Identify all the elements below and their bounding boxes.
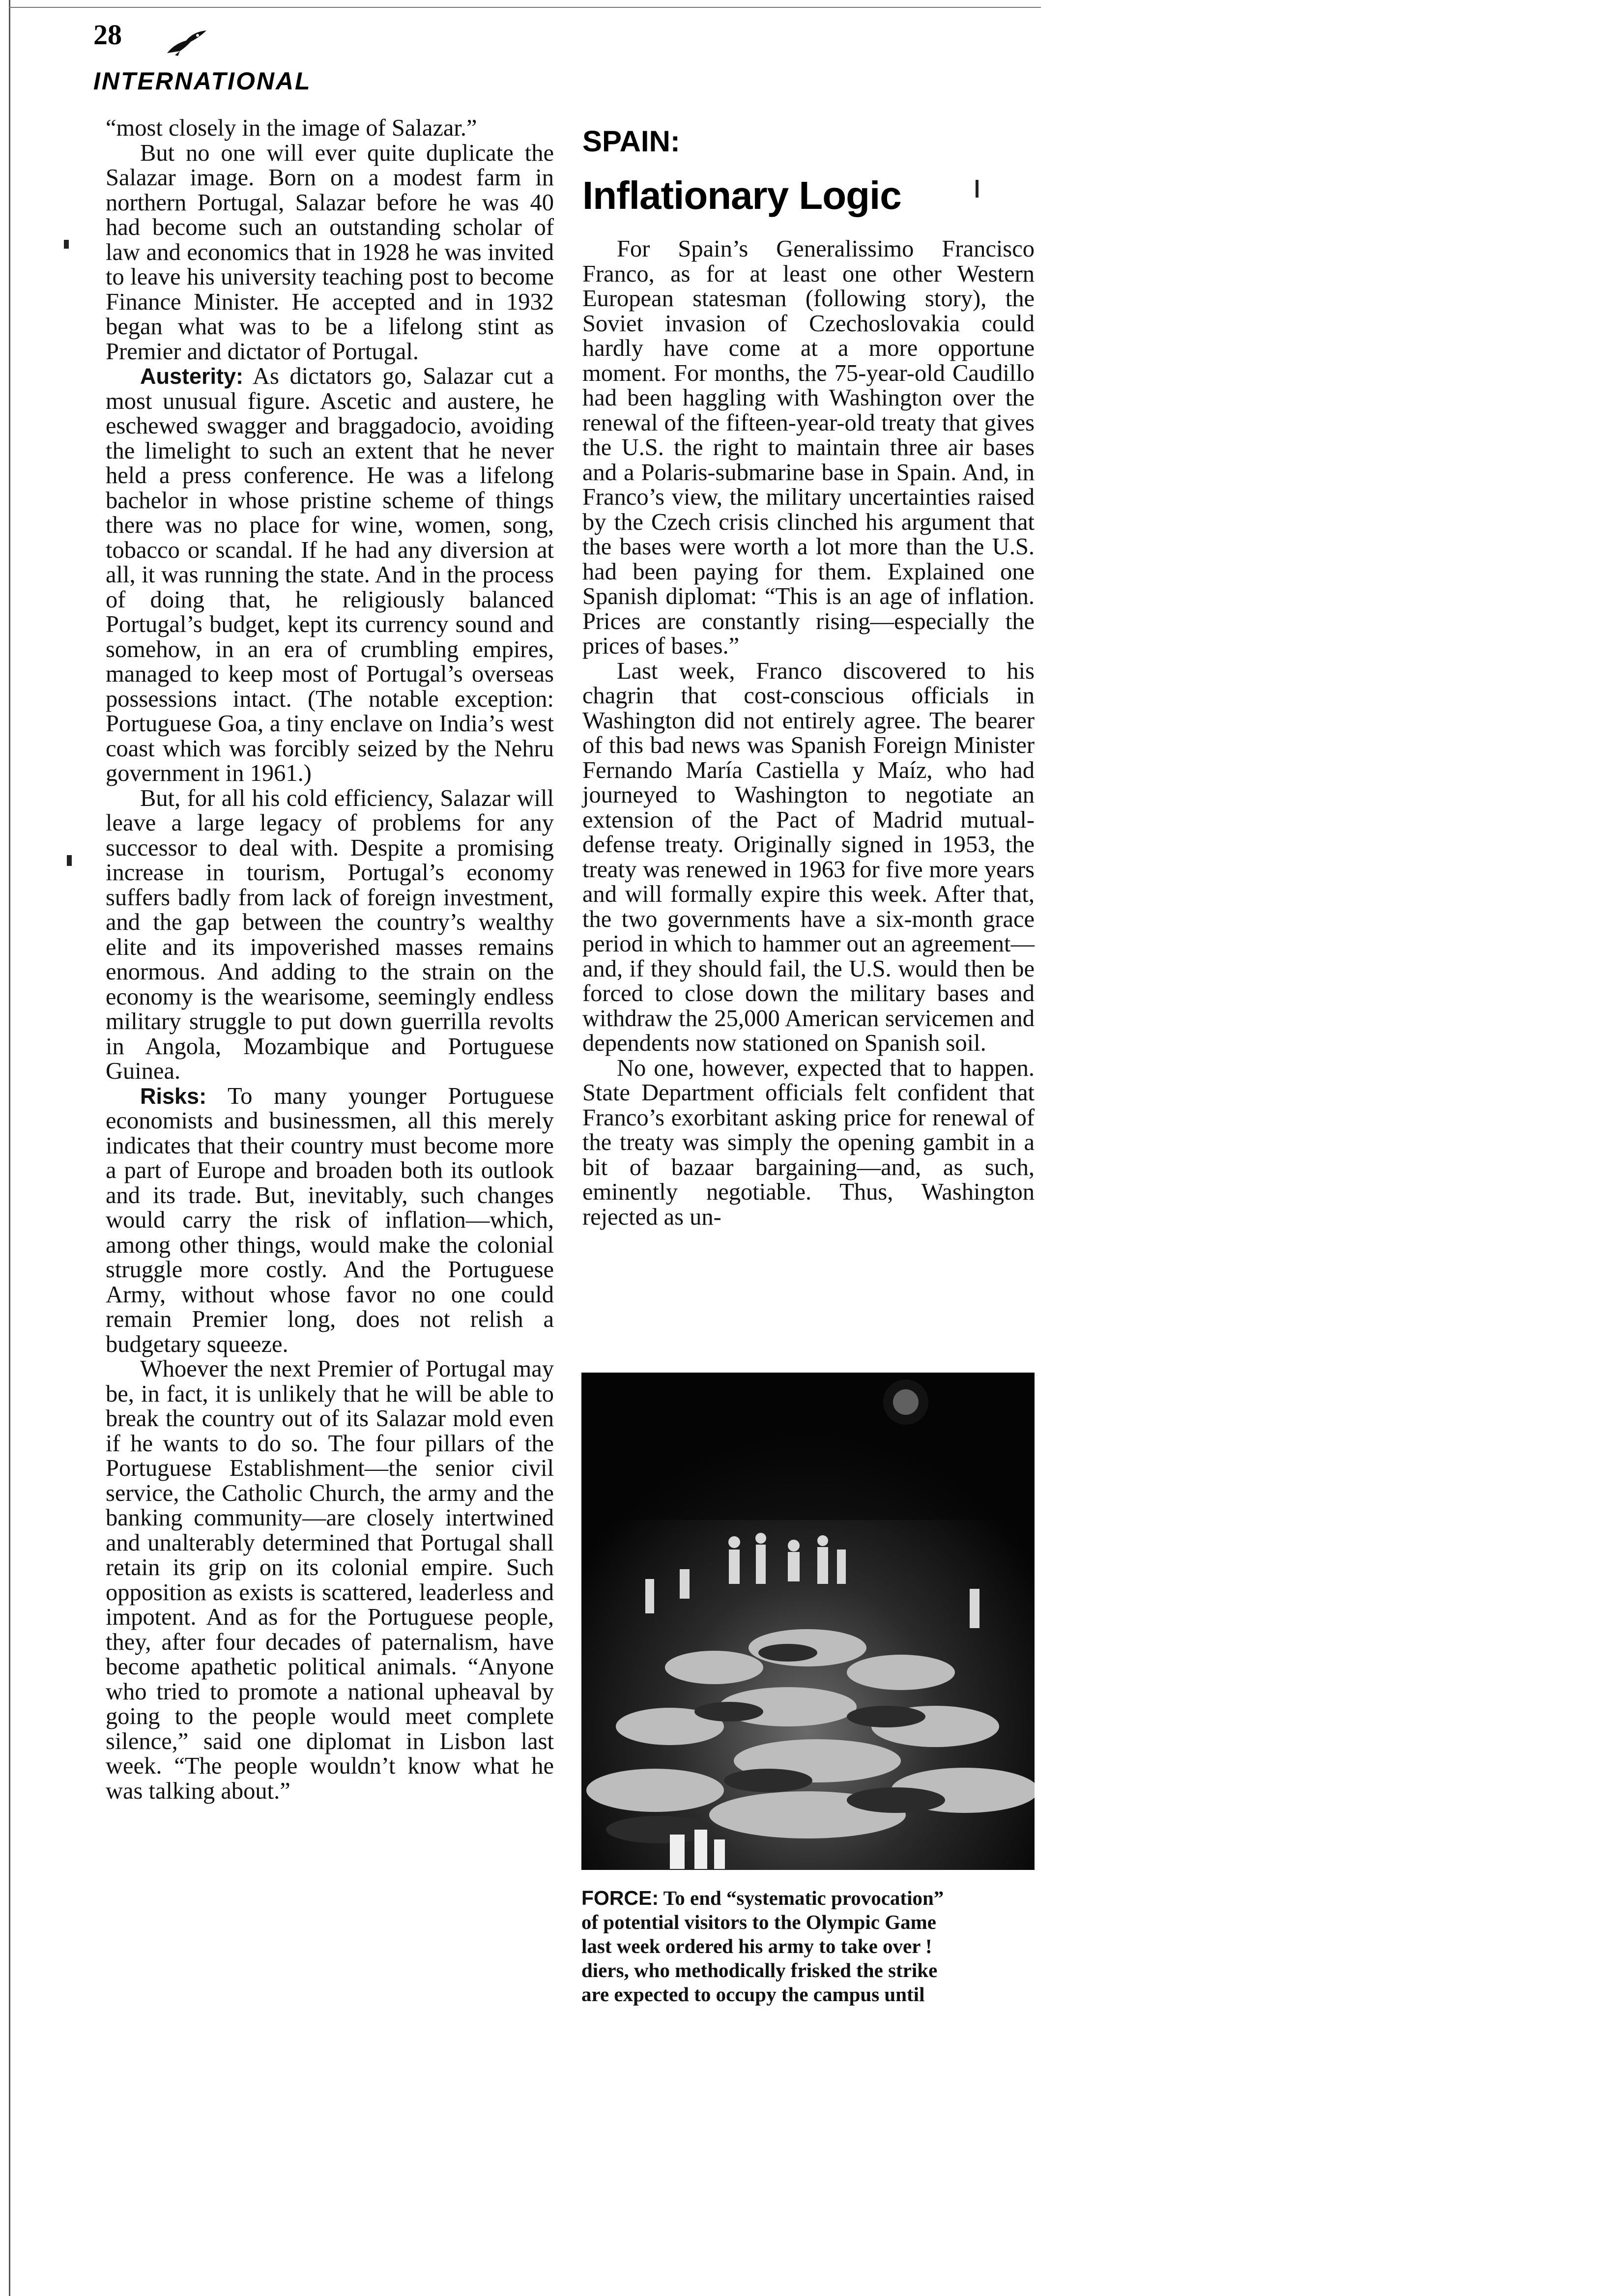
page-margin-rule <box>9 0 10 2296</box>
page-number: 28 <box>93 19 122 51</box>
paragraph-lead-austerity: Austerity: <box>140 364 244 389</box>
section-label: INTERNATIONAL <box>93 67 312 95</box>
left-paragraph-5: Risks: To many younger Portuguese economists and businessmen, all this merely indicates that their country must become more a part of Europe and broaden both its outlook and its trade. But, inevitably, such changes would carry the risk of inflation—which, among other things, would make the colonial struggle more costly. And the Portuguese Army, without whose favor no one could remain Premier long, does not relish a budgetary squeeze. <box>106 1083 554 1357</box>
crowd-photo-icon <box>581 1373 1035 1870</box>
right-article <box>582 116 1035 1230</box>
article-headline: Inflationary Logic <box>582 173 901 217</box>
news-photo <box>581 1373 1035 1870</box>
scan-speck <box>67 855 72 866</box>
right-paragraph-1: For Spain’s Generalissimo Francisco Franco, as for at least one other Western European statesman (following story), the Soviet invasion of Czechoslovakia could hardly have come at a more opportune moment. For months, the 75-year-old Caudillo had been haggling with Washington over the renewal of the fifteen-year-old treaty that gives the U.S. the right to maintain three air bases and a Polaris-submarine base in Spain. And, in Franco’s view, the military uncertainties raised by the Czech crisis clinched his argument that the bases were worth a lot more than the U.S. had been paying for them. Explained one Spanish diplomat: “This is an age of inflation. Prices are constantly rising—especially the prices of bases.” <box>582 236 1035 659</box>
caption-line-4: diers, who methodically frisked the strike <box>581 1959 938 1981</box>
left-paragraph-3: Austerity: As dictators go, Salazar cut a most unusual figure. Ascetic and austere, he eschewed swagger and braggadocio, avoiding the limelight to such an extent that he never held a press conference. He was a lifelong bachelor in whose pristine scheme of things there was no place for wine, women, song, tobacco or scandal. If he had any diversion at all, it was running the state. And in the process of doing that, he religiously balanced Portugal’s budget, kept its currency sound and somehow, in an era of crumbling empires, managed to keep most of Portugal’s overseas possessions intact. (The notable exception: Portuguese Goa, a tiny enclave on India’s west coast which was forcibly seized by the Nehru government in 1961.) <box>106 363 554 786</box>
left-paragraph-6: Whoever the next Premier of Portugal may be, in fact, it is unlikely that he will be able to break the country out of its Salazar mold even if he wants to do so. The four pillars of the Portuguese Establishment—the senior civil service, the Catholic Church, the army and the banking community—are closely intertwined and unalterably determined that Portugal shall retain its grip on its colonial empire. Such opposition as exists is scattered, leaderless and impotent. And as for the Portuguese people, they, after four decades of paternalism, have become apathetic political animals. “Anyone who tried to promote a national upheaval by going to the people would meet complete silence,” said one diplomat in Lisbon last week. “The people wouldn’t know what he was talking about.” <box>106 1356 554 1804</box>
article-kicker: SPAIN: <box>582 125 680 158</box>
scan-speck <box>976 180 979 198</box>
scan-speck <box>64 240 69 249</box>
left-paragraph-4: But, for all his cold efficiency, Salazar will leave a large legacy of problems for any successor to deal with. Despite a promising increase in tourism, Portugal’s economy suffers badly from lack of foreign investment, and the gap between the country’s wealthy elite and its impoverished masses remains enormous. And adding to the strain on the economy is the wearisome, seemingly endless military struggle to put down guerrilla revolts in Angola, Mozambique and Portuguese Guinea. <box>106 785 554 1084</box>
caption-line-2: of potential visitors to the Olympic Game <box>581 1911 936 1933</box>
caption-lead: FORCE: <box>581 1887 659 1909</box>
right-paragraph-2: Last week, Franco discovered to his chagrin that cost-conscious officials in Washington did not entirely agree. The bearer of this bad news was Spanish Foreign Minister Fernando María Castiella y Maíz, who had journeyed to Washington to negotiate an extension of the Pact of Madrid mutual-defense treaty. Originally signed in 1953, the treaty was renewed in 1963 for five more years and will formally expire this week. After that, the two governments have a six-month grace period in which to hammer out an agreement—and, if they should fail, the U.S. would then be forced to close down the military bases and withdraw the 25,000 American servicemen and dependents now stationed on Spanish soil. <box>582 658 1035 1056</box>
photo-caption <box>581 1886 1035 2007</box>
left-paragraph-1: “most closely in the image of Salazar.” <box>106 115 477 141</box>
caption-line-5: are expected to occupy the campus until <box>581 1983 925 2006</box>
caption-line-3: last week ordered his army to take over ! <box>581 1935 932 1957</box>
left-paragraph-2: But no one will ever quite duplicate the Salazar image. Born on a modest farm in northern Portugal, Salazar before he was 40 had become such an outstanding scholar of law and economics that in 1928 he was invited to leave his university teaching post to become Finance Minister. He accepted and in 1932 began what was to be a lifelong stint as Premier and dictator of Portugal. <box>106 140 554 365</box>
right-paragraph-3: No one, however, expected that to happen. State Department officials felt confident that Franco’s exorbitant asking price for renewal of the treaty was simply the opening gambit in a bit of bazaar bargaining—and, as such, eminently negotiable. Thus, Washington rejected as un- <box>582 1055 1035 1230</box>
newsweek-bird-logo-icon <box>165 29 209 57</box>
page-top-rule <box>9 7 1041 8</box>
left-article <box>106 116 554 1804</box>
caption-line-1: FORCE: To end “systematic provocation” <box>581 1887 944 1909</box>
paragraph-lead-risks: Risks: <box>140 1083 207 1109</box>
